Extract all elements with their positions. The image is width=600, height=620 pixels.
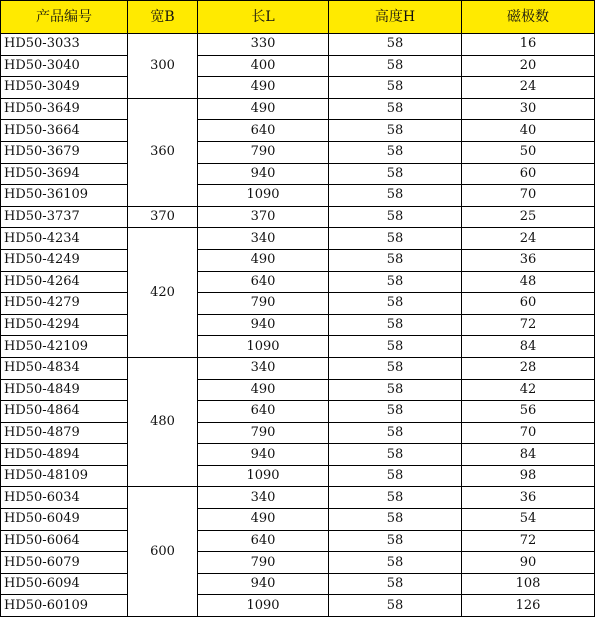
length-cell: 640 <box>198 271 329 293</box>
length-cell: 1090 <box>198 185 329 207</box>
length-cell: 940 <box>198 163 329 185</box>
model-cell: HD50-6049 <box>1 509 128 531</box>
poles-cell: 36 <box>462 487 595 509</box>
poles-cell: 126 <box>462 595 595 617</box>
model-cell: HD50-4864 <box>1 401 128 423</box>
length-cell: 340 <box>198 357 329 379</box>
poles-cell: 84 <box>462 336 595 358</box>
height-cell: 58 <box>329 141 462 163</box>
model-cell: HD50-4834 <box>1 357 128 379</box>
poles-cell: 20 <box>462 55 595 77</box>
table-row <box>1 228 595 250</box>
height-cell: 58 <box>329 34 462 56</box>
poles-cell: 60 <box>462 293 595 315</box>
length-cell: 330 <box>198 34 329 56</box>
poles-cell: 24 <box>462 228 595 250</box>
poles-cell: 98 <box>462 465 595 487</box>
table-row <box>1 401 595 423</box>
header-poles: 磁极数 <box>462 1 595 34</box>
model-cell: HD50-3033 <box>1 34 128 56</box>
height-cell: 58 <box>329 401 462 423</box>
table-row <box>1 530 595 552</box>
length-cell: 940 <box>198 314 329 336</box>
height-cell: 58 <box>329 249 462 271</box>
table-row <box>1 314 595 336</box>
model-cell: HD50-6094 <box>1 573 128 595</box>
table-row <box>1 120 595 142</box>
poles-cell: 72 <box>462 530 595 552</box>
table-row <box>1 444 595 466</box>
poles-cell: 84 <box>462 444 595 466</box>
height-cell: 58 <box>329 573 462 595</box>
table-row <box>1 573 595 595</box>
height-cell: 58 <box>329 163 462 185</box>
table-row <box>1 249 595 271</box>
model-cell: HD50-4279 <box>1 293 128 315</box>
table-row <box>1 55 595 77</box>
model-cell: HD50-3649 <box>1 98 128 120</box>
header-row <box>1 1 595 34</box>
length-cell: 640 <box>198 120 329 142</box>
table-row <box>1 293 595 315</box>
height-cell: 58 <box>329 509 462 531</box>
model-cell: HD50-4894 <box>1 444 128 466</box>
header-length: 长L <box>198 1 329 34</box>
height-cell: 58 <box>329 552 462 574</box>
height-cell: 58 <box>329 206 462 228</box>
poles-cell: 60 <box>462 163 595 185</box>
table-row <box>1 595 595 617</box>
header-model: 产品编号 <box>1 1 128 34</box>
height-cell: 58 <box>329 530 462 552</box>
length-cell: 640 <box>198 401 329 423</box>
table-row <box>1 552 595 574</box>
length-cell: 490 <box>198 249 329 271</box>
table-row <box>1 271 595 293</box>
height-cell: 58 <box>329 271 462 293</box>
height-cell: 58 <box>329 228 462 250</box>
model-cell: HD50-3040 <box>1 55 128 77</box>
poles-cell: 25 <box>462 206 595 228</box>
table-row <box>1 357 595 379</box>
poles-cell: 54 <box>462 509 595 531</box>
model-cell: HD50-4264 <box>1 271 128 293</box>
model-cell: HD50-60109 <box>1 595 128 617</box>
height-cell: 58 <box>329 98 462 120</box>
length-cell: 940 <box>198 573 329 595</box>
height-cell: 58 <box>329 487 462 509</box>
length-cell: 400 <box>198 55 329 77</box>
height-cell: 58 <box>329 185 462 207</box>
table-row <box>1 422 595 444</box>
model-cell: HD50-3694 <box>1 163 128 185</box>
poles-cell: 108 <box>462 573 595 595</box>
table-row <box>1 98 595 120</box>
width-cell: 420 <box>128 228 198 358</box>
length-cell: 790 <box>198 141 329 163</box>
width-cell: 600 <box>128 487 198 617</box>
height-cell: 58 <box>329 314 462 336</box>
length-cell: 790 <box>198 552 329 574</box>
length-cell: 940 <box>198 444 329 466</box>
model-cell: HD50-3737 <box>1 206 128 228</box>
table-row <box>1 185 595 207</box>
table-row <box>1 141 595 163</box>
height-cell: 58 <box>329 422 462 444</box>
model-cell: HD50-36109 <box>1 185 128 207</box>
height-cell: 58 <box>329 595 462 617</box>
header-height: 高度H <box>329 1 462 34</box>
poles-cell: 50 <box>462 141 595 163</box>
poles-cell: 28 <box>462 357 595 379</box>
poles-cell: 24 <box>462 77 595 99</box>
table-row <box>1 206 595 228</box>
height-cell: 58 <box>329 336 462 358</box>
height-cell: 58 <box>329 77 462 99</box>
model-cell: HD50-6064 <box>1 530 128 552</box>
model-cell: HD50-4234 <box>1 228 128 250</box>
width-cell: 360 <box>128 98 198 206</box>
length-cell: 490 <box>198 379 329 401</box>
table-body <box>1 34 595 617</box>
table-row <box>1 379 595 401</box>
length-cell: 1090 <box>198 595 329 617</box>
poles-cell: 42 <box>462 379 595 401</box>
height-cell: 58 <box>329 465 462 487</box>
poles-cell: 30 <box>462 98 595 120</box>
poles-cell: 40 <box>462 120 595 142</box>
length-cell: 1090 <box>198 336 329 358</box>
length-cell: 490 <box>198 77 329 99</box>
header-width: 宽B <box>128 1 198 34</box>
height-cell: 58 <box>329 357 462 379</box>
poles-cell: 48 <box>462 271 595 293</box>
width-cell: 480 <box>128 357 198 487</box>
table-row <box>1 77 595 99</box>
model-cell: HD50-4294 <box>1 314 128 336</box>
model-cell: HD50-4249 <box>1 249 128 271</box>
length-cell: 340 <box>198 487 329 509</box>
table-row <box>1 509 595 531</box>
model-cell: HD50-3049 <box>1 77 128 99</box>
length-cell: 790 <box>198 293 329 315</box>
width-cell: 300 <box>128 34 198 99</box>
model-cell: HD50-6079 <box>1 552 128 574</box>
model-cell: HD50-6034 <box>1 487 128 509</box>
height-cell: 58 <box>329 120 462 142</box>
length-cell: 1090 <box>198 465 329 487</box>
height-cell: 58 <box>329 293 462 315</box>
poles-cell: 70 <box>462 185 595 207</box>
length-cell: 640 <box>198 530 329 552</box>
table-row <box>1 34 595 56</box>
height-cell: 58 <box>329 444 462 466</box>
table-row <box>1 336 595 358</box>
model-cell: HD50-4849 <box>1 379 128 401</box>
poles-cell: 90 <box>462 552 595 574</box>
length-cell: 490 <box>198 98 329 120</box>
length-cell: 490 <box>198 509 329 531</box>
table-row <box>1 465 595 487</box>
length-cell: 370 <box>198 206 329 228</box>
length-cell: 790 <box>198 422 329 444</box>
width-cell: 370 <box>128 206 198 228</box>
poles-cell: 70 <box>462 422 595 444</box>
height-cell: 58 <box>329 379 462 401</box>
model-cell: HD50-48109 <box>1 465 128 487</box>
length-cell: 340 <box>198 228 329 250</box>
poles-cell: 36 <box>462 249 595 271</box>
table-row <box>1 487 595 509</box>
table-row <box>1 163 595 185</box>
poles-cell: 56 <box>462 401 595 423</box>
poles-cell: 16 <box>462 34 595 56</box>
model-cell: HD50-4879 <box>1 422 128 444</box>
model-cell: HD50-42109 <box>1 336 128 358</box>
poles-cell: 72 <box>462 314 595 336</box>
model-cell: HD50-3664 <box>1 120 128 142</box>
height-cell: 58 <box>329 55 462 77</box>
model-cell: HD50-3679 <box>1 141 128 163</box>
